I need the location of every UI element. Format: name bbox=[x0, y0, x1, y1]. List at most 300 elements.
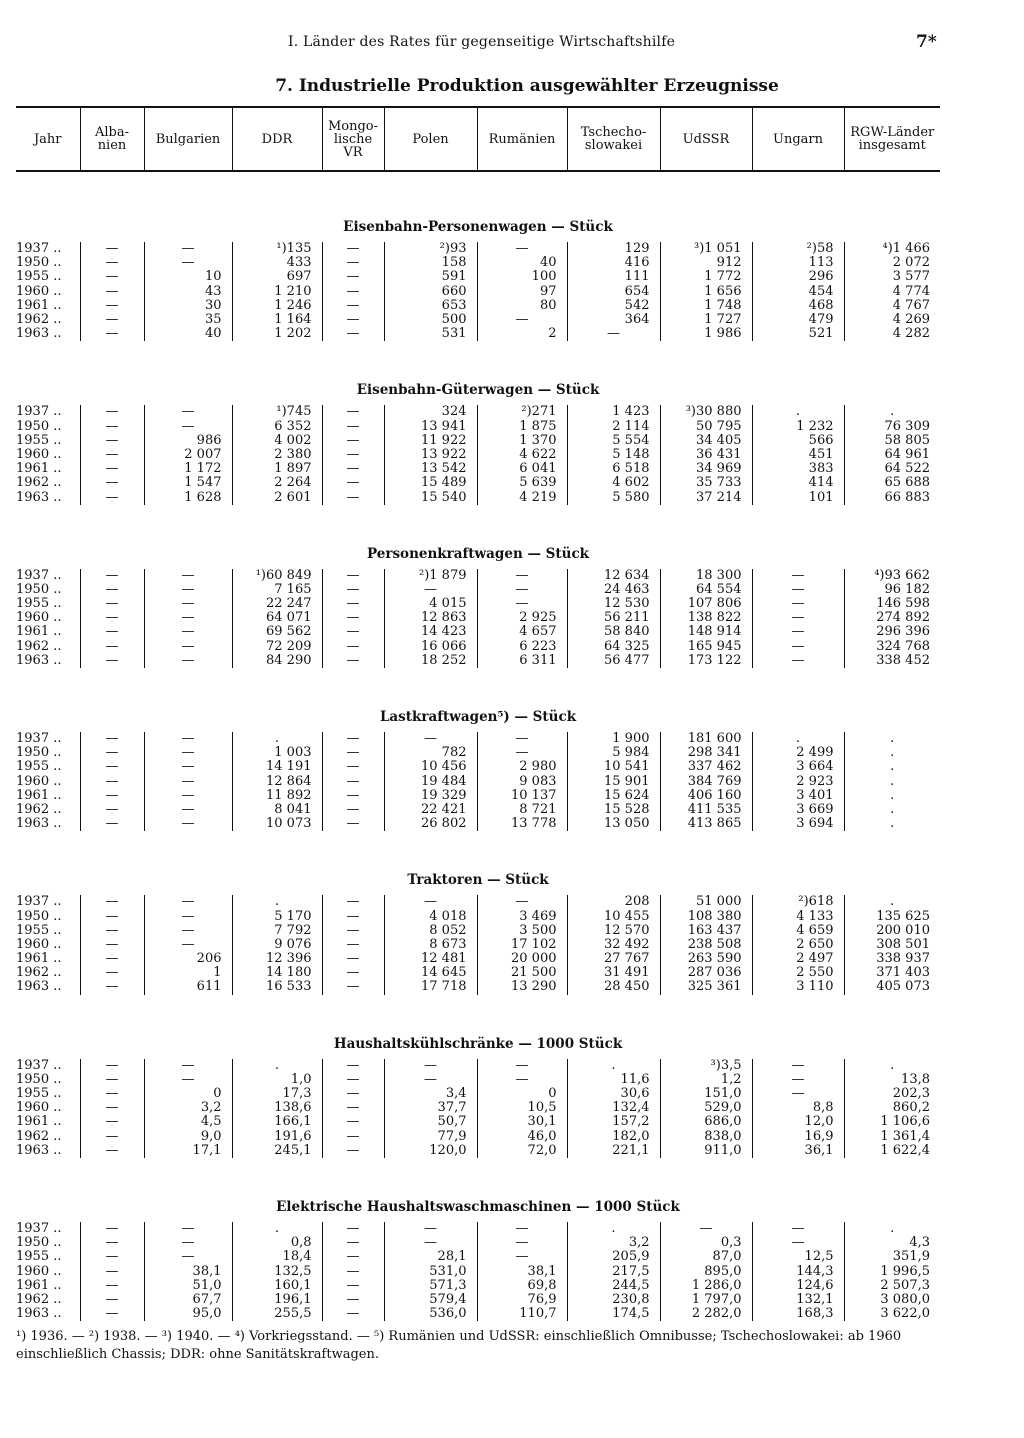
table-cell: 2 264 bbox=[232, 476, 322, 490]
table-cell: 158 bbox=[384, 256, 477, 270]
table-cell: — bbox=[322, 952, 384, 966]
table-cell: 697 bbox=[232, 270, 322, 284]
column-header: RGW-Länder insgesamt bbox=[844, 107, 940, 171]
table-cell: 4 018 bbox=[384, 909, 477, 923]
table-cell: 173 122 bbox=[660, 654, 752, 668]
table-cell: 10 455 bbox=[567, 909, 660, 923]
table-cell: — bbox=[752, 1222, 844, 1236]
table-cell: — bbox=[322, 654, 384, 668]
table-cell: 1 106,6 bbox=[844, 1115, 940, 1129]
table-cell: 0,8 bbox=[232, 1236, 322, 1250]
table-cell: — bbox=[322, 640, 384, 654]
table-cell: — bbox=[322, 420, 384, 434]
table-cell: 17 718 bbox=[384, 980, 477, 994]
table-cell: — bbox=[80, 327, 144, 341]
table-cell: 1 996,5 bbox=[844, 1264, 940, 1278]
table-cell: — bbox=[322, 924, 384, 938]
table-row bbox=[16, 1115, 940, 1129]
table-cell: 0 bbox=[477, 1087, 567, 1101]
table-cell: — bbox=[322, 980, 384, 994]
table-cell: 986 bbox=[144, 434, 232, 448]
table-cell: — bbox=[322, 1264, 384, 1278]
table-cell: — bbox=[384, 1059, 477, 1073]
table-cell: 28 450 bbox=[567, 980, 660, 994]
table-row bbox=[16, 775, 940, 789]
table-cell: 166,1 bbox=[232, 1115, 322, 1129]
table-cell: — bbox=[80, 654, 144, 668]
table-cell: ³)30 880 bbox=[660, 405, 752, 419]
table-cell: 217,5 bbox=[567, 1264, 660, 1278]
year-cell: 1960 .. bbox=[16, 283, 62, 299]
table-cell: 151,0 bbox=[660, 1087, 752, 1101]
year-cell: 1950 .. bbox=[16, 908, 62, 924]
table-row bbox=[16, 1236, 940, 1250]
table-cell: 35 bbox=[144, 313, 232, 327]
section-title: Elektrische Haushaltswaschmaschinen — 1000 Stück bbox=[276, 1198, 680, 1215]
year-cell: 1961 .. bbox=[16, 1114, 62, 1130]
table-cell: — bbox=[80, 1236, 144, 1250]
year-cell: 1955 .. bbox=[16, 759, 62, 775]
table-cell: — bbox=[322, 1144, 384, 1158]
table-cell: — bbox=[477, 1250, 567, 1264]
table-row bbox=[16, 654, 940, 668]
table-row bbox=[16, 1144, 940, 1158]
table-cell: . bbox=[232, 732, 322, 746]
table-row bbox=[16, 434, 940, 448]
table-cell: 4 269 bbox=[844, 313, 940, 327]
table-cell: — bbox=[752, 654, 844, 668]
table-cell: — bbox=[80, 270, 144, 284]
table-cell: 110,7 bbox=[477, 1307, 567, 1321]
table-cell: 146 598 bbox=[844, 597, 940, 611]
table-cell: 2 550 bbox=[752, 966, 844, 980]
table-cell: 454 bbox=[752, 285, 844, 299]
table-row bbox=[16, 1293, 940, 1307]
table-cell: — bbox=[322, 569, 384, 583]
table-cell: 12 530 bbox=[567, 597, 660, 611]
table-cell: . bbox=[844, 895, 940, 909]
column-header: Polen bbox=[384, 107, 477, 171]
table-cell: 1 370 bbox=[477, 434, 567, 448]
table-cell: 1 656 bbox=[660, 285, 752, 299]
table-cell: — bbox=[752, 625, 844, 639]
table-cell: 3 577 bbox=[844, 270, 940, 284]
table-cell: — bbox=[477, 1059, 567, 1073]
section-heading-row bbox=[16, 505, 940, 569]
table-cell: 3 469 bbox=[477, 909, 567, 923]
year-cell: 1962 .. bbox=[16, 312, 62, 328]
table-cell: 14 180 bbox=[232, 966, 322, 980]
table-cell: 1 232 bbox=[752, 420, 844, 434]
table-cell: 205,9 bbox=[567, 1250, 660, 1264]
table-row bbox=[16, 448, 940, 462]
table-cell: 3,2 bbox=[144, 1101, 232, 1115]
table-cell: — bbox=[144, 789, 232, 803]
table-cell: — bbox=[80, 938, 144, 952]
table-cell: 4 774 bbox=[844, 285, 940, 299]
table-cell: — bbox=[144, 654, 232, 668]
table-cell: 2 bbox=[477, 327, 567, 341]
table-cell: . bbox=[844, 775, 940, 789]
table-cell: 1 164 bbox=[232, 313, 322, 327]
table-cell: 4 219 bbox=[477, 490, 567, 504]
year-cell: 1937 .. bbox=[16, 894, 62, 910]
table-cell: — bbox=[477, 1073, 567, 1087]
table-body bbox=[16, 171, 940, 1321]
table-row bbox=[16, 405, 940, 419]
table-cell: — bbox=[144, 909, 232, 923]
table-cell: — bbox=[80, 1307, 144, 1321]
year-cell: 1955 .. bbox=[16, 269, 62, 285]
table-cell: 3 401 bbox=[752, 789, 844, 803]
table-cell: — bbox=[80, 299, 144, 313]
table-cell: 245,1 bbox=[232, 1144, 322, 1158]
table-cell: 50 795 bbox=[660, 420, 752, 434]
table-cell: — bbox=[477, 569, 567, 583]
section-title: Eisenbahn-Güterwagen — Stück bbox=[356, 382, 600, 399]
table-cell: 14 191 bbox=[232, 760, 322, 774]
table-cell: 6 041 bbox=[477, 462, 567, 476]
table-cell: 1 210 bbox=[232, 285, 322, 299]
table-cell: 433 bbox=[232, 256, 322, 270]
table-row bbox=[16, 1279, 940, 1293]
table-cell: 66 883 bbox=[844, 490, 940, 504]
table-cell: 11,6 bbox=[567, 1073, 660, 1087]
table-cell: 56 211 bbox=[567, 611, 660, 625]
table-cell: — bbox=[322, 775, 384, 789]
table-cell: 13 778 bbox=[477, 817, 567, 831]
table-cell: — bbox=[384, 1236, 477, 1250]
table-cell: 129 bbox=[567, 242, 660, 256]
table-cell: ²)618 bbox=[752, 895, 844, 909]
table-cell: — bbox=[322, 895, 384, 909]
table-cell: 654 bbox=[567, 285, 660, 299]
year-cell: 1963 .. bbox=[16, 979, 62, 995]
table-cell: 3,4 bbox=[384, 1087, 477, 1101]
table-cell: 4 002 bbox=[232, 434, 322, 448]
table-cell: 1 361,4 bbox=[844, 1130, 940, 1144]
table-cell: — bbox=[80, 966, 144, 980]
table-cell: 168,3 bbox=[752, 1307, 844, 1321]
table-cell: 202,3 bbox=[844, 1087, 940, 1101]
table-cell: — bbox=[80, 789, 144, 803]
section-title: Lastkraftwagen⁵) — Stück bbox=[379, 708, 577, 725]
table-cell: — bbox=[322, 746, 384, 760]
table-cell: 22 421 bbox=[384, 803, 477, 817]
table-cell: — bbox=[144, 625, 232, 639]
table-cell: 101 bbox=[752, 490, 844, 504]
table-cell: 16 066 bbox=[384, 640, 477, 654]
year-cell: 1962 .. bbox=[16, 801, 62, 817]
table-cell: 37,7 bbox=[384, 1101, 477, 1115]
table-cell: 1 748 bbox=[660, 299, 752, 313]
section-title: Personenkraftwagen — Stück bbox=[366, 545, 590, 562]
table-cell: 10,5 bbox=[477, 1101, 567, 1115]
table-cell: 19 329 bbox=[384, 789, 477, 803]
table-cell: 196,1 bbox=[232, 1293, 322, 1307]
table-cell: 536,0 bbox=[384, 1307, 477, 1321]
table-cell: 3,2 bbox=[567, 1236, 660, 1250]
table-cell: 1 900 bbox=[567, 732, 660, 746]
table-cell: 31 491 bbox=[567, 966, 660, 980]
column-header: UdSSR bbox=[660, 107, 752, 171]
table-cell: — bbox=[752, 1059, 844, 1073]
table-cell: — bbox=[322, 476, 384, 490]
year-cell: 1960 .. bbox=[16, 610, 62, 626]
table-cell: 531 bbox=[384, 327, 477, 341]
table-cell: 38,1 bbox=[144, 1264, 232, 1278]
table-cell: 500 bbox=[384, 313, 477, 327]
table-cell: — bbox=[144, 611, 232, 625]
table-cell: — bbox=[384, 732, 477, 746]
table-cell: 138,6 bbox=[232, 1101, 322, 1115]
table-cell: 298 341 bbox=[660, 746, 752, 760]
table-cell: 4 015 bbox=[384, 597, 477, 611]
table-cell: — bbox=[660, 1222, 752, 1236]
table-cell: — bbox=[80, 952, 144, 966]
table-cell: 2 072 bbox=[844, 256, 940, 270]
table-cell: 1 628 bbox=[144, 490, 232, 504]
column-header: Mongo-lische VR bbox=[322, 107, 384, 171]
table-row bbox=[16, 1059, 940, 1073]
table-cell: — bbox=[80, 817, 144, 831]
table-cell: — bbox=[752, 583, 844, 597]
table-cell: 2 114 bbox=[567, 420, 660, 434]
table-cell: 542 bbox=[567, 299, 660, 313]
column-header: Jahr bbox=[16, 107, 80, 171]
table-cell: 132,4 bbox=[567, 1101, 660, 1115]
table-cell: — bbox=[477, 895, 567, 909]
table-cell: 15 540 bbox=[384, 490, 477, 504]
section-title: Traktoren — Stück bbox=[407, 872, 549, 889]
table-cell: 1 772 bbox=[660, 270, 752, 284]
table-cell: — bbox=[322, 462, 384, 476]
table-cell: 571,3 bbox=[384, 1279, 477, 1293]
table-row bbox=[16, 569, 940, 583]
table-cell: 4 133 bbox=[752, 909, 844, 923]
table-cell: — bbox=[384, 1222, 477, 1236]
table-cell: 208 bbox=[567, 895, 660, 909]
table-cell: — bbox=[477, 1236, 567, 1250]
table-cell: 6 311 bbox=[477, 654, 567, 668]
year-cell: 1962 .. bbox=[16, 1128, 62, 1144]
table-cell: — bbox=[80, 476, 144, 490]
table-cell: 58 840 bbox=[567, 625, 660, 639]
table-row bbox=[16, 490, 940, 504]
table-cell: — bbox=[752, 1236, 844, 1250]
table-cell: — bbox=[144, 569, 232, 583]
table-cell: 2 380 bbox=[232, 448, 322, 462]
table-row bbox=[16, 420, 940, 434]
table-cell: 7 792 bbox=[232, 924, 322, 938]
table-cell: 132,1 bbox=[752, 1293, 844, 1307]
column-header: Alba-nien bbox=[80, 107, 144, 171]
year-cell: 1950 .. bbox=[16, 581, 62, 597]
year-cell: 1950 .. bbox=[16, 745, 62, 761]
table-cell: . bbox=[567, 1059, 660, 1073]
table-row bbox=[16, 285, 940, 299]
table-cell: 27 767 bbox=[567, 952, 660, 966]
table-cell: 686,0 bbox=[660, 1115, 752, 1129]
table-cell: 3 622,0 bbox=[844, 1307, 940, 1321]
table-cell: — bbox=[322, 285, 384, 299]
table-row bbox=[16, 1222, 940, 1236]
table-cell: — bbox=[322, 299, 384, 313]
table-row bbox=[16, 760, 940, 774]
table-cell: — bbox=[322, 313, 384, 327]
table-cell: — bbox=[322, 597, 384, 611]
table-cell: 12,5 bbox=[752, 1250, 844, 1264]
table-row bbox=[16, 909, 940, 923]
table-cell: — bbox=[322, 760, 384, 774]
table-cell: 579,4 bbox=[384, 1293, 477, 1307]
year-cell: 1950 .. bbox=[16, 1071, 62, 1087]
table-cell: — bbox=[80, 924, 144, 938]
table-cell: 263 590 bbox=[660, 952, 752, 966]
year-cell: 1963 .. bbox=[16, 489, 62, 505]
table-cell: — bbox=[80, 1222, 144, 1236]
table-cell: 1 547 bbox=[144, 476, 232, 490]
table-cell: — bbox=[80, 1059, 144, 1073]
table-cell: 12 570 bbox=[567, 924, 660, 938]
table-cell: 13 941 bbox=[384, 420, 477, 434]
section-heading-row bbox=[16, 1158, 940, 1222]
table-cell: — bbox=[322, 327, 384, 341]
year-cell: 1962 .. bbox=[16, 638, 62, 654]
table-cell: 12 863 bbox=[384, 611, 477, 625]
table-cell: — bbox=[477, 242, 567, 256]
column-header: Rumänien bbox=[477, 107, 567, 171]
table-cell: 17,1 bbox=[144, 1144, 232, 1158]
table-cell: — bbox=[384, 583, 477, 597]
column-header: Bulgarien bbox=[144, 107, 232, 171]
table-cell: 371 403 bbox=[844, 966, 940, 980]
table-cell: 1 727 bbox=[660, 313, 752, 327]
year-cell: 1963 .. bbox=[16, 1306, 62, 1322]
column-header: DDR bbox=[232, 107, 322, 171]
table-cell: 64 522 bbox=[844, 462, 940, 476]
table-cell: 384 769 bbox=[660, 775, 752, 789]
table-cell: — bbox=[80, 1130, 144, 1144]
table-cell: 80 bbox=[477, 299, 567, 313]
table-cell: 244,5 bbox=[567, 1279, 660, 1293]
table-cell: — bbox=[80, 420, 144, 434]
table-cell: 13,8 bbox=[844, 1073, 940, 1087]
table-cell: 135 625 bbox=[844, 909, 940, 923]
table-cell: — bbox=[322, 803, 384, 817]
table-row bbox=[16, 1307, 940, 1321]
table-cell: 76,9 bbox=[477, 1293, 567, 1307]
column-header: Ungarn bbox=[752, 107, 844, 171]
table-cell: — bbox=[144, 817, 232, 831]
table-cell: — bbox=[80, 448, 144, 462]
table-cell: — bbox=[144, 420, 232, 434]
table-cell: — bbox=[80, 909, 144, 923]
table-cell: — bbox=[80, 803, 144, 817]
year-cell: 1950 .. bbox=[16, 255, 62, 271]
table-row bbox=[16, 476, 940, 490]
year-cell: 1963 .. bbox=[16, 652, 62, 668]
table-cell: 17,3 bbox=[232, 1087, 322, 1101]
table-cell: ⁴)93 662 bbox=[844, 569, 940, 583]
table-cell: — bbox=[322, 1250, 384, 1264]
table-cell: 40 bbox=[477, 256, 567, 270]
table-cell: 10 073 bbox=[232, 817, 322, 831]
section-heading-row bbox=[16, 831, 940, 895]
year-cell: 1937 .. bbox=[16, 567, 62, 583]
table-cell: — bbox=[477, 313, 567, 327]
table-cell: 479 bbox=[752, 313, 844, 327]
table-cell: — bbox=[322, 909, 384, 923]
year-cell: 1937 .. bbox=[16, 241, 62, 257]
year-cell: 1962 .. bbox=[16, 475, 62, 491]
table-cell: 0,3 bbox=[660, 1236, 752, 1250]
table-row bbox=[16, 803, 940, 817]
table-row bbox=[16, 732, 940, 746]
table-cell: 21 500 bbox=[477, 966, 567, 980]
year-cell: 1955 .. bbox=[16, 596, 62, 612]
page-number: 7* bbox=[916, 32, 937, 52]
table-cell: 3 500 bbox=[477, 924, 567, 938]
table-cell: 51,0 bbox=[144, 1279, 232, 1293]
table-cell: 2 007 bbox=[144, 448, 232, 462]
table-row bbox=[16, 313, 940, 327]
table-cell: ³)3,5 bbox=[660, 1059, 752, 1073]
year-cell: 1961 .. bbox=[16, 461, 62, 477]
table-cell: 611 bbox=[144, 980, 232, 994]
table-cell: — bbox=[80, 1115, 144, 1129]
year-cell: 1937 .. bbox=[16, 731, 62, 747]
table-cell: 18 300 bbox=[660, 569, 752, 583]
year-cell: 1961 .. bbox=[16, 787, 62, 803]
year-cell: 1955 .. bbox=[16, 1249, 62, 1265]
table-cell: 3 694 bbox=[752, 817, 844, 831]
table-cell: 32 492 bbox=[567, 938, 660, 952]
section-title: Eisenbahn-Personenwagen — Stück bbox=[343, 219, 613, 235]
table-row bbox=[16, 1087, 940, 1101]
table-cell: 10 bbox=[144, 270, 232, 284]
table-cell: — bbox=[567, 327, 660, 341]
table-cell: 3 080,0 bbox=[844, 1293, 940, 1307]
table-cell: 181 600 bbox=[660, 732, 752, 746]
table-row bbox=[16, 327, 940, 341]
table-cell: 200 010 bbox=[844, 924, 940, 938]
running-header: I. Länder des Rates für gegenseitige Wirtschaftshilfe bbox=[288, 34, 676, 50]
table-cell: 4,5 bbox=[144, 1115, 232, 1129]
table-cell: . bbox=[844, 1059, 940, 1073]
table-row bbox=[16, 625, 940, 639]
table-cell: 38,1 bbox=[477, 1264, 567, 1278]
table-cell: 4 657 bbox=[477, 625, 567, 639]
table-cell: 3 664 bbox=[752, 760, 844, 774]
year-cell: 1950 .. bbox=[16, 1235, 62, 1251]
table-cell: 653 bbox=[384, 299, 477, 313]
table-cell: . bbox=[232, 1222, 322, 1236]
table-cell: 18 252 bbox=[384, 654, 477, 668]
table-cell: — bbox=[80, 640, 144, 654]
table-cell: — bbox=[144, 746, 232, 760]
table-cell: — bbox=[144, 640, 232, 654]
table-cell: 338 937 bbox=[844, 952, 940, 966]
table-cell: — bbox=[322, 1279, 384, 1293]
section-heading-row bbox=[16, 995, 940, 1059]
table-cell: — bbox=[80, 1073, 144, 1087]
table-cell: — bbox=[384, 895, 477, 909]
table-cell: 4 659 bbox=[752, 924, 844, 938]
table-cell: — bbox=[80, 285, 144, 299]
table-cell: 5 170 bbox=[232, 909, 322, 923]
table-cell: 351,9 bbox=[844, 1250, 940, 1264]
